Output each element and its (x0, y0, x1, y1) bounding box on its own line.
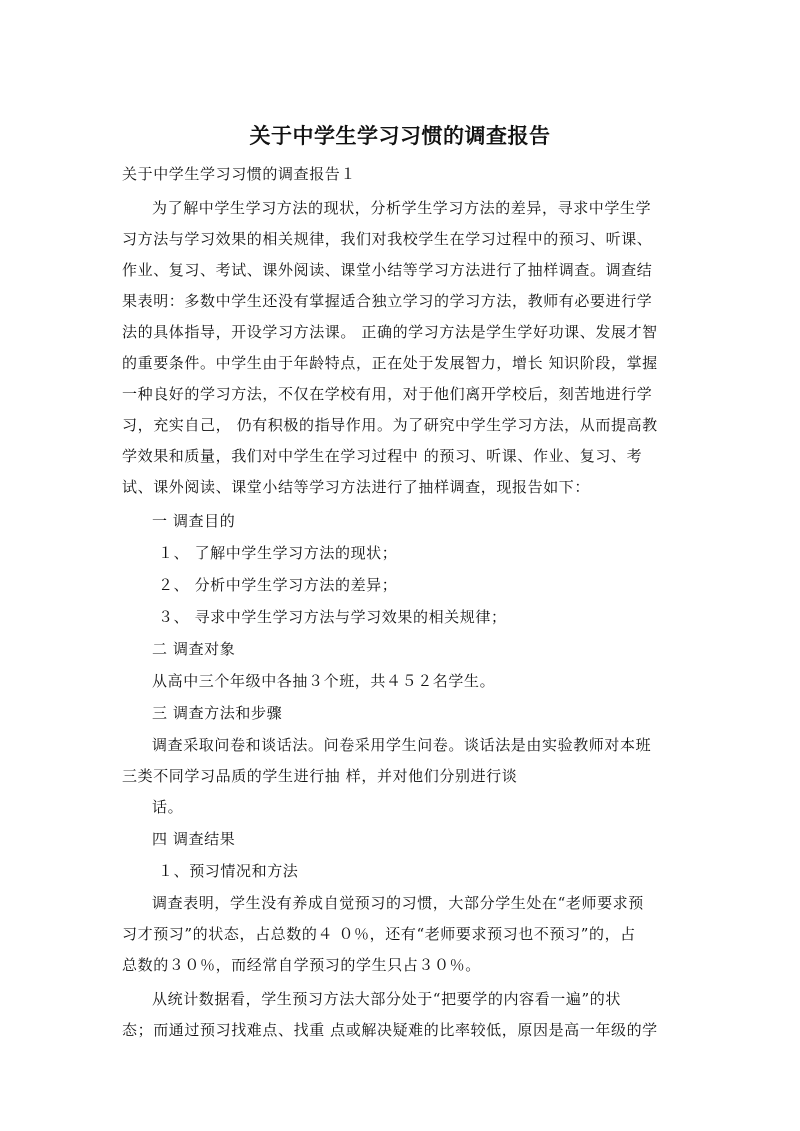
subsection-heading: １、预习情况和方法 (158, 862, 299, 880)
section-heading: 关于中学生学习习惯的调查报告１ (122, 165, 357, 183)
list-item: ２、 分析中学生学习方法的差异； (158, 576, 398, 594)
paragraph-line: 话。 (152, 798, 184, 816)
paragraph-line: 态；而通过预习找难点、找重 点或解决疑难的比率较低，原因是高一年级的学 (122, 1021, 658, 1039)
list-item: １、 了解中学生学习方法的现状； (158, 544, 398, 562)
paragraph-line: 一种良好的学习方法，不仅在学校有用，对于他们离开学校后，刻苦地进行学 (122, 385, 653, 403)
paragraph-line: 从高中三个年级中各抽３个班，共４５２名学生。 (152, 672, 496, 690)
list-item: ３、 寻求中学生学习方法与学习效果的相关规律； (158, 608, 507, 626)
paragraph-line: 果表明：多数中学生还没有掌握适合独立学习的学习方法，教师有必要进行学 (122, 292, 653, 310)
document-title: 关于中学生学习习惯的调查报告 (249, 124, 551, 148)
paragraph-line: 总数的３０％，而经常自学预习的学生只占３０％。 (122, 956, 481, 974)
paragraph-line: 习才预习”的状态，占总数的４ ０％，还有“老师要求预习也不预习”的，占 (122, 925, 636, 943)
paragraph-line: 习，充实自己， 仍有积极的指导作用。为了研究中学生学习方法，从而提高教 (122, 416, 658, 434)
paragraph-line: 的重要条件。中学生由于年龄特点，正在处于发展智力，增长 知识阶段，掌握 (122, 354, 658, 372)
section-heading: 三 调查方法和步骤 (152, 704, 283, 722)
paragraph-line: 三类不同学习品质的学生进行抽 样，并对他们分别进行谈 (122, 767, 518, 785)
paragraph-line: 试、课外阅读、课堂小结等学习方法进行了抽样调查，现报告如下： (122, 478, 591, 496)
paragraph-line: 为了解中学生学习方法的现状，分析学生学习方法的差异，寻求中学生学 (152, 199, 652, 217)
paragraph-line: 作业、复习、考试、课外阅读、课堂小结等学习方法进行了抽样调查。调查结 (122, 261, 653, 279)
section-heading: 一 调查目的 (152, 512, 236, 530)
paragraph-line: 法的具体指导，开设学习方法课。 正确的学习方法是学生学好功课、发展才智 (122, 323, 658, 341)
paragraph-line: 习方法与学习效果的相关规律，我们对我校学生在学习过程中的预习、听课、 (122, 230, 653, 248)
section-heading: 二 调查对象 (152, 640, 236, 658)
paragraph-line: 学效果和质量，我们对中学生在学习过程中 的预习、听课、作业、复习、考 (122, 447, 643, 465)
section-heading: 四 调查结果 (152, 830, 236, 848)
paragraph-line: 调查采取问卷和谈话法。问卷采用学生问卷。谈话法是由实验教师对本班 (152, 736, 652, 754)
paragraph-line: 调查表明，学生没有养成自觉预习的习惯，大部分学生处在“老师要求预 (152, 894, 644, 912)
paragraph-line: 从统计数据看，学生预习方法大部分处于“把要学的内容看一遍”的状 (152, 990, 621, 1008)
